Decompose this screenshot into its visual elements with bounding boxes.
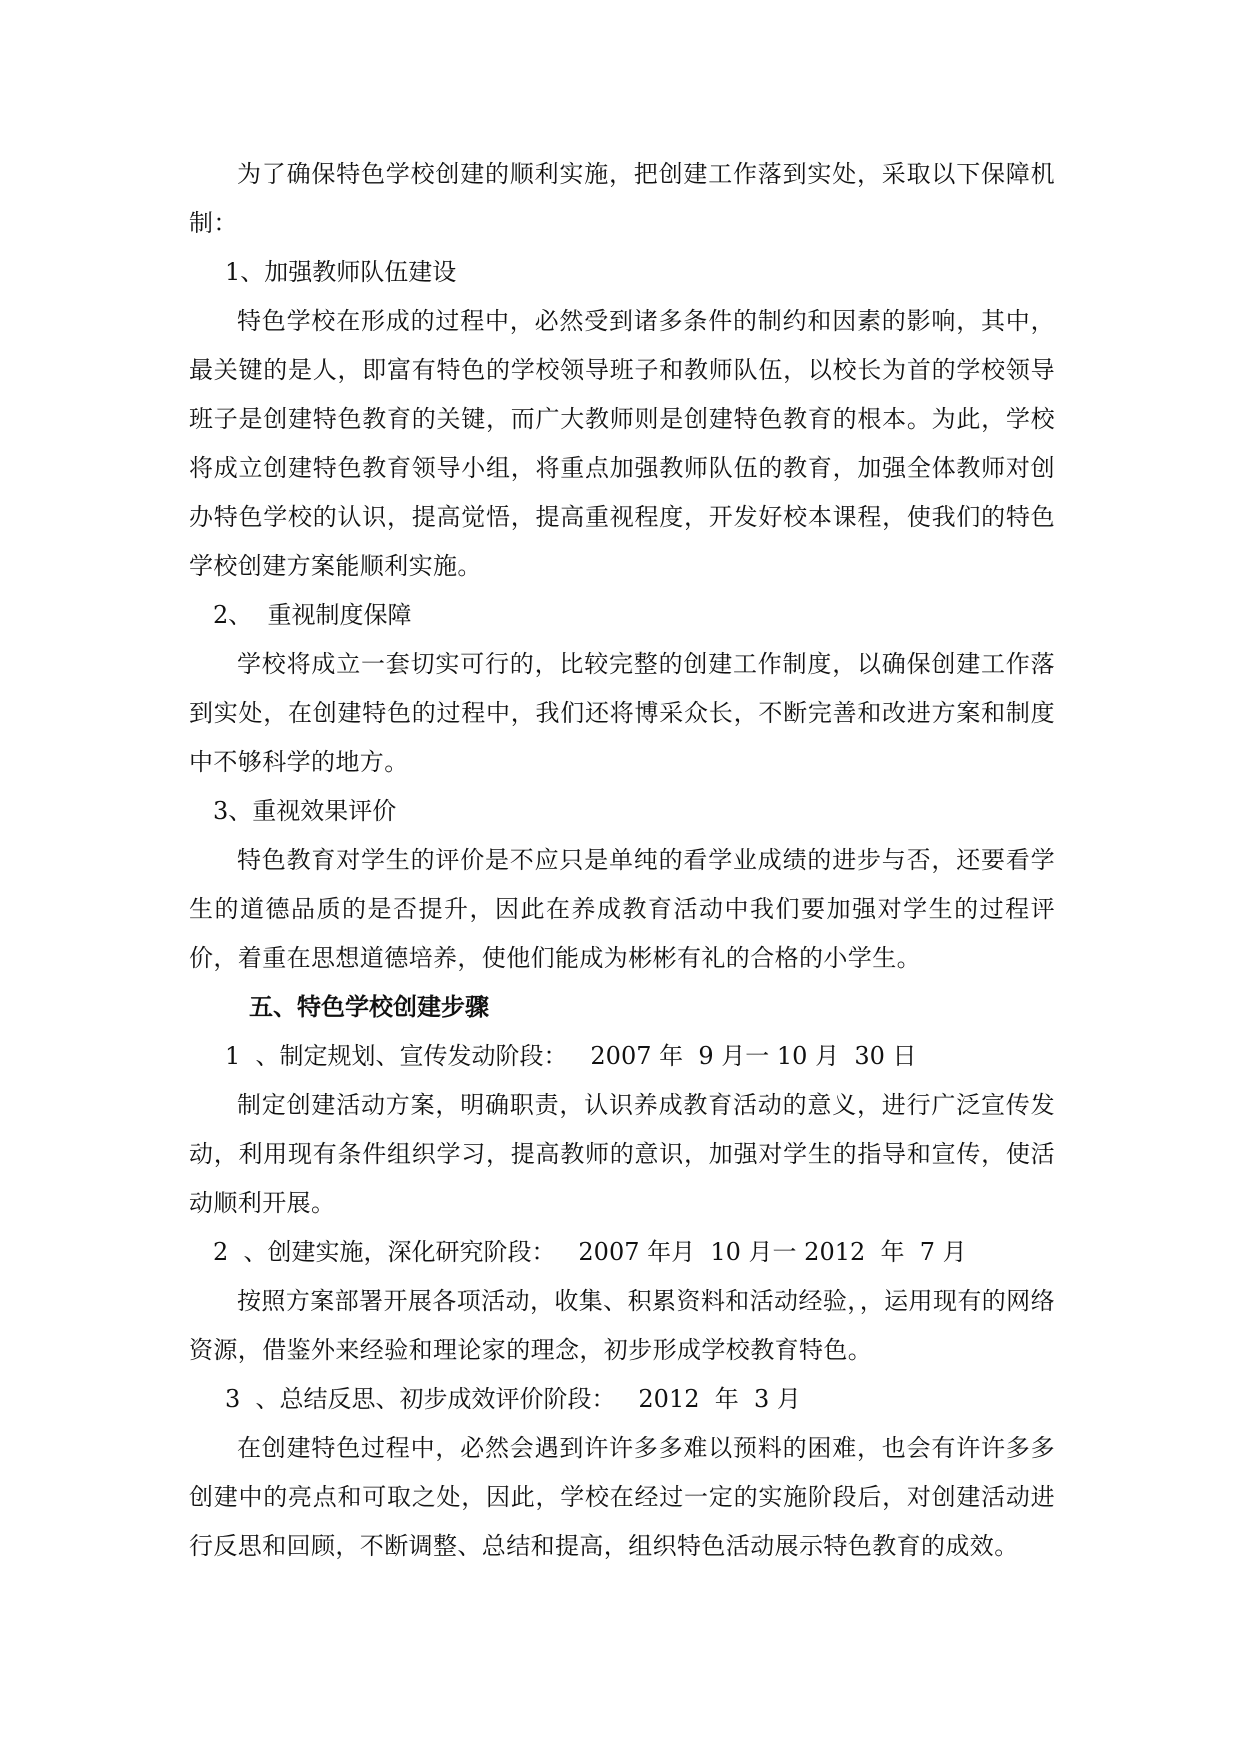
section5-heading: 五、特色学校创建步骤	[249, 993, 489, 1021]
step1-paragraph: 制定创建活动方案，明确职责，认识养成教育活动的意义，进行广泛宣传发动，利用现有条件组织学习，提高教师的意识，加强对学生的指导和宣传，使活动顺利开展。	[189, 1091, 1055, 1217]
step1-heading: 1 、制定规划、宣传发动阶段： 2007 年 9 月一 10 月 30 日	[225, 1042, 917, 1070]
item2-paragraph: 学校将成立一套切实可行的，比较完整的创建工作制度，以确保创建工作落到实处，在创建特色的过程中，我们还将博采众长，不断完善和改进方案和制度中不够科学的地方。	[189, 650, 1055, 776]
item1-paragraph: 特色学校在形成的过程中，必然受到诸多条件的制约和因素的影响，其中，最关键的是人，即富有特色的学校领导班子和教师队伍，以校长为首的学校领导班子是创建特色教育的关键，而广大教师则是创建特色教育的根本。为此，学校将成立创建特色教育领导小组，将重点加强教师队伍的教育，加强全体教师对创办特色学校的认识，提高觉悟，提高重视程度，开发好校本课程，使我们的特色学校创建方案能顺利实施。	[189, 307, 1055, 580]
item3-paragraph: 特色教育对学生的评价是不应只是单纯的看学业成绩的进步与否，还要看学生的道德品质的是否提升，因此在养成教育活动中我们要加强对学生的过程评价，着重在思想道德培养，使他们能成为彬彬有礼的合格的小学生。	[189, 846, 1055, 972]
document-body	[189, 150, 1055, 1571]
step2-paragraph: 按照方案部署开展各项活动，收集、积累资料和活动经验，，运用现有的网络资源，借鉴外来经验和理论家的理念，初步形成学校教育特色。	[189, 1287, 1055, 1364]
item2-heading: 2、 重视制度保障	[213, 601, 412, 629]
item3-heading: 3、重视效果评价	[213, 797, 397, 825]
step3-paragraph: 在创建特色过程中，必然会遇到许许多多难以预料的困难，也会有许许多多创建中的亮点和可取之处，因此，学校在经过一定的实施阶段后，对创建活动进行反思和回顾，不断调整、总结和提高，组织特色活动展示特色教育的成效。	[189, 1434, 1055, 1560]
intro-paragraph: 为了确保特色学校创建的顺利实施，把创建工作落到实处，采取以下保障机制：	[189, 160, 1055, 237]
item1-heading: 1、加强教师队伍建设	[225, 258, 457, 286]
step2-heading: 2 、创建实施，深化研究阶段： 2007 年月 10 月一 2012 年 7 月	[213, 1238, 967, 1266]
step3-heading: 3 、总结反思、初步成效评价阶段： 2012 年 3 月	[225, 1385, 801, 1413]
